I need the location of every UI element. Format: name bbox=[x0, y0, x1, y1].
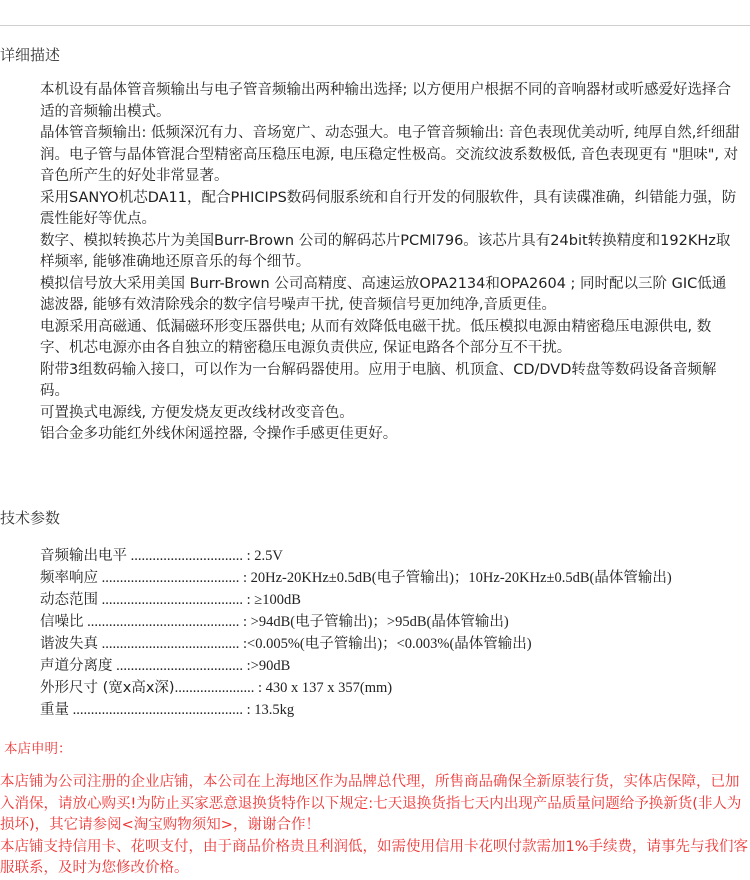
spec-value: : 430 x 137 x 357(mm) bbox=[257, 680, 393, 696]
spec-leader-dots: ................................... bbox=[112, 658, 247, 674]
spec-label: 动态范围 bbox=[40, 592, 98, 608]
spec-label: 音频输出电平 bbox=[40, 548, 127, 564]
top-divider bbox=[0, 25, 750, 26]
spec-leader-dots: .......................................... bbox=[83, 614, 243, 630]
spec-label: 谐波失真 bbox=[40, 636, 98, 652]
spec-row bbox=[40, 589, 750, 611]
description-paragraph: 附带3组数码输入接口，可以作为一台解码器使用。应用于电脑、机顶盒、CD/DVD转盘等数码设备音频解码。 bbox=[40, 361, 717, 399]
spec-label: 重量 bbox=[40, 702, 69, 718]
spec-row bbox=[40, 545, 750, 567]
spec-label: 信噪比 bbox=[40, 614, 84, 630]
spec-row bbox=[40, 655, 750, 677]
specs-section-title: 技术参数 bbox=[0, 509, 61, 527]
description-paragraph: 数字、模拟转换芯片为美国Burr-Brown 公司的解码芯片PCMl796。该芯片具有24bit转换精度和192KHz取样频率, 能够准确地还原音乐的每个细节。 bbox=[40, 232, 731, 270]
spec-value: : 20Hz-20KHz±0.5dB(电子管输出)；10Hz-20KHz±0.5dB(晶体管输出) bbox=[243, 570, 672, 586]
detail-section-title: 详细描述 bbox=[0, 46, 61, 64]
description-paragraph: 可置换式电源线, 方便发烧友更改线材改变音色。 bbox=[40, 404, 354, 421]
spec-value: : >94dB(电子管输出)；>95dB(晶体管输出) bbox=[243, 614, 509, 630]
spec-leader-dots: ...................................... bbox=[98, 570, 243, 586]
spec-label: 频率响应 bbox=[40, 570, 98, 586]
spec-row bbox=[40, 633, 750, 655]
spec-leader-dots: ............................................... bbox=[69, 702, 247, 718]
spec-leader-dots: ....................................... bbox=[98, 592, 247, 608]
store-notice bbox=[0, 772, 750, 880]
store-notice-title: 本店申明： bbox=[4, 741, 72, 757]
description-paragraph: 本机设有晶体管音频输出与电子管音频输出两种输出选择; 以方便用户根据不同的音响器材或听感爱好选择合适的音频输出模式。 bbox=[40, 82, 731, 120]
description-paragraph: 铝合金多功能红外线休闲遥控器, 令操作手感更佳更好。 bbox=[40, 426, 398, 442]
description-paragraph: 模拟信号放大采用美国 Burr-Brown 公司高精度、高速运放OPA2134和OPA2604 ; 同时配以三阶 GIC低通滤波器, 能够有效清除残余的数字信号噪声干扰, 使音频信号更加纯净,音质更佳。 bbox=[40, 275, 727, 313]
spec-leader-dots: ...................................... bbox=[98, 636, 243, 652]
spec-label: 外形尺寸 (宽x高x深) bbox=[40, 680, 175, 696]
specs-table bbox=[40, 545, 750, 721]
spec-value: :<0.005%(电子管输出)；<0.003%(晶体管输出) bbox=[243, 636, 532, 652]
spec-value: : 13.5kg bbox=[246, 702, 295, 718]
description-block bbox=[40, 80, 740, 446]
spec-label: 声道分离度 bbox=[40, 658, 113, 674]
spec-row bbox=[40, 611, 750, 633]
spec-value: : 2.5V bbox=[246, 548, 283, 564]
notice-paragraph: 本店铺为公司注册的企业店铺，本公司在上海地区作为品牌总代理，所售商品确保全新原装行货，实体店保障，已加入消保，请放心购买!为防止买家恶意退换货特作以下规定:七天退换货指七天内出现产品质量问题给予换新货(非人为损坏)，其它请参阅<淘宝购物须知>，谢谢合作！ bbox=[0, 774, 742, 833]
spec-leader-dots: ............................... bbox=[127, 548, 247, 564]
spec-row bbox=[40, 699, 750, 721]
spec-row bbox=[40, 677, 750, 699]
spec-value: :>90dB bbox=[246, 658, 291, 674]
spec-leader-dots: ...................... bbox=[174, 680, 258, 696]
description-paragraph: 晶体管音频输出: 低频深沉有力、音场宽广、动态强大。电子管音频输出: 音色表现优美动听, 纯厚自然,纤细甜润。电子管与晶体管混合型精密高压稳压电源, 电压稳定性极高。交流纹波系数极低, 音色表现更有 "胆味", 对音色所产生的好处非常显著。 bbox=[40, 125, 740, 184]
description-paragraph: 采用SANYO机芯DA11，配合PHICIPS数码伺服系统和自行开发的伺服软件，具有读碟准确，纠错能力强，防震性能好等优点。 bbox=[40, 189, 737, 227]
notice-paragraph: 本店铺支持信用卡、花呗支付，由于商品价格贵且利润低，如需使用信用卡花呗付款需加1%手续费，请事先与我们客服联系，及时为您修改价格。 bbox=[0, 838, 748, 876]
description-paragraph: 电源采用高磁通、低漏磁环形变压器供电; 从而有效降低电磁干扰。低压模拟电源由精密稳压电源供电, 数字、机芯电源亦由各自独立的精密稳压电源负责供应, 保证电路各个部分互不干扰。 bbox=[40, 318, 712, 356]
spec-row bbox=[40, 567, 750, 589]
spec-value: : ≥100dB bbox=[246, 592, 301, 608]
